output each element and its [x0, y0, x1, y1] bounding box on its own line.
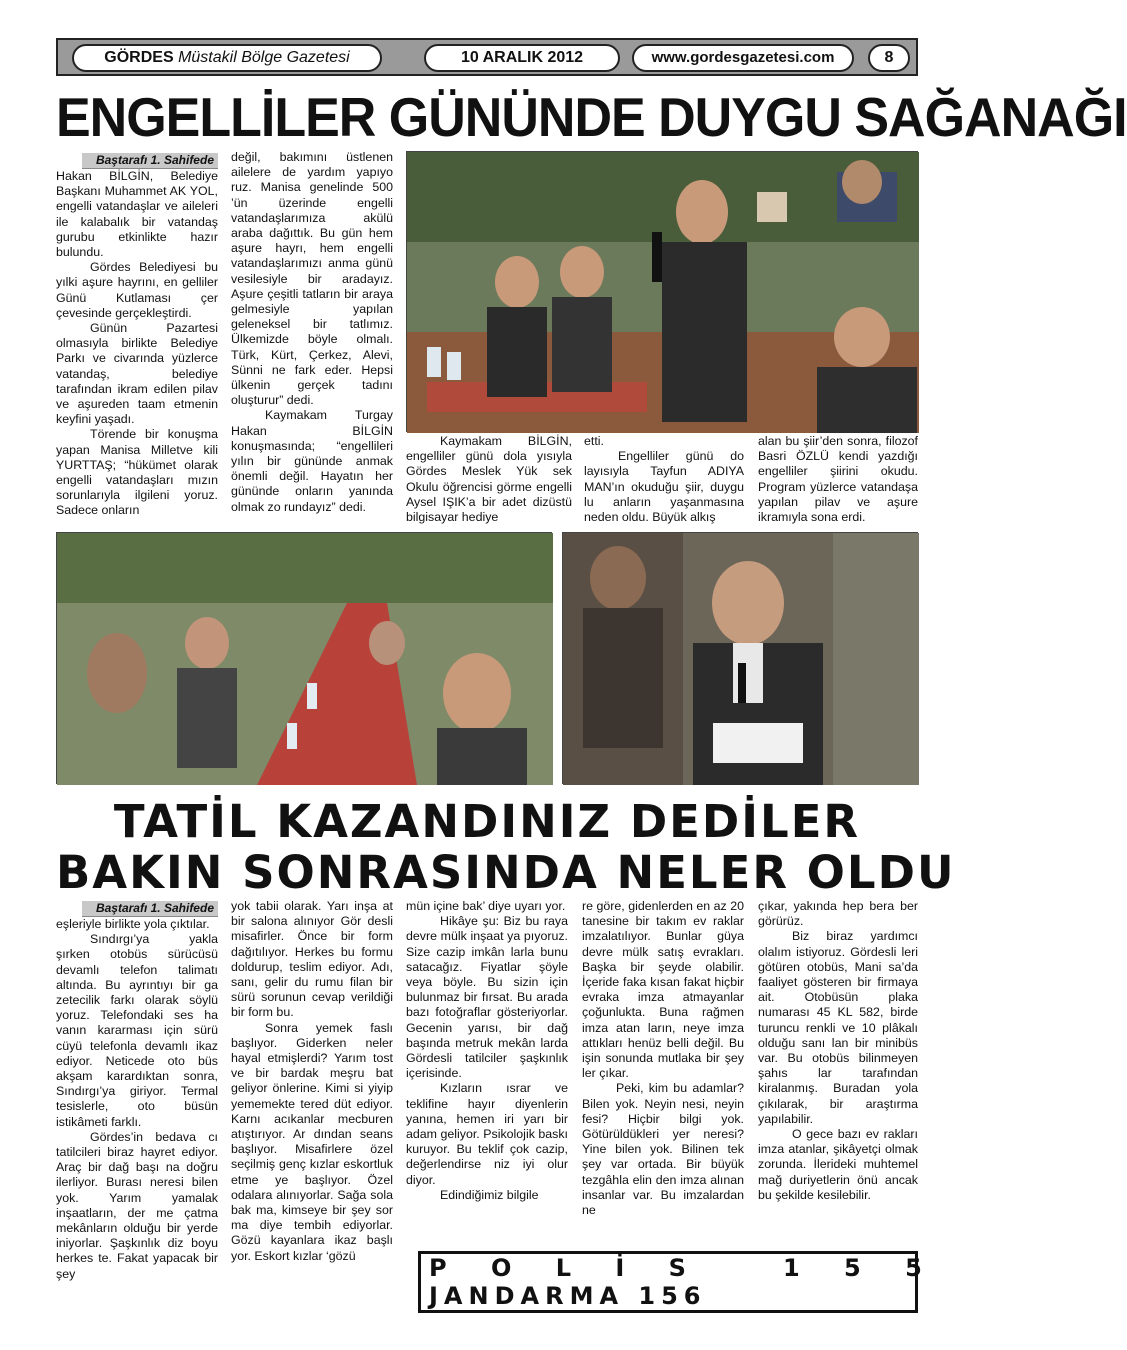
continued-label: Baştarafı 1. Sahifede: [82, 153, 218, 169]
story2-column-3: [406, 899, 568, 1244]
emergency-numbers-box: [418, 1251, 940, 1313]
paragraph: yok tabii olarak. Yarı inşa at bir salona alınıyor Gör desli misafirler. Önce bir form dağıtılıyor. Herkes bu formu doldurup, teslim ediyor. Adı, sanı, gelir du rumu filan bir sürü sorunun cevap verildiği bir form bu.: [231, 899, 393, 1020]
story1-column-4: [584, 434, 744, 534]
paragraph: Gördes’in bedava cı tatilcileri biraz hayret ediyor. Araç bir dağ başı na doğru ilerliyor. Burası neresi bilen yok. Yarım yamalak inşaatların, der me çatma mekânların olduğu bir yerde iniyorlar. Şaşkınlık diz boyu herkes te. Fakat yapacak bir şey: [56, 1129, 218, 1281]
paragraph: Törende bir konuşma yapan Manisa Milletve kili YURTTAŞ; “hükümet olarak engelli vatandaşları mızın sorunlarıyla ilgileni yoruz. Sadece onların: [56, 427, 218, 518]
paper-name-pill: [72, 44, 382, 72]
story2-column-1: [56, 901, 218, 1313]
paragraph: Kaymakam BİLGİN, engelliler günü dola yısıyla Gördes Meslek Yük sek Okulu öğrencisi görme engelli Aysel IŞIK’a bir adet dizüstü bilgisayar hediye: [406, 434, 572, 525]
police-number: P O L İ S 1 5 5: [429, 1254, 940, 1282]
paragraph: Sındırgı’ya yakla şırken otobüs sürücüsü devamlı telefon talimatı altında. Bu ayrıntıyı bir ga zetecilik farkı olarak söylü yoruz. Telefondaki ses ha vanın kararması için sürü cüyü telefonla devamlı ikaz ediyor. Neticede oto büs akşam karardıktan sonra, Sındırgı’ya giriyor. Termal tesislerle, oto büsün istikâmeti farklı.: [56, 932, 218, 1129]
paragraph: Peki, kim bu adamlar? Bilen yok. Neyin nesi, neyin fesi? Hiçbir bilgi yok. Götürüldükleri yer neresi? Yine bilen yok. Bilinen tek şey var ortada. Bir büyük tezgâhla elin den imza alınan insanlar var. Bu imzalardan ne: [582, 1081, 744, 1218]
issue-date: 10 ARALIK 2012: [424, 44, 620, 72]
paragraph: değil, bakımını üstlenen ailelere de yardım yapıyo ruz. Manisa genelinde 500 ’ün üzerinde engelli vatandaşlarımıza akülü araba dağıttık. Bu gün hem aşure hayrı, hem engelli vatandaşlarımızı anma günü vesilesiyle bir aradayız. Aşure çeşitli tatların bir araya gelmesiyle yapılan geleneksel bir tatlımız. Ülkemizde böyle olmalı. Türk, Kürt, Çerkez, Alevi, Sünni ne fark eder. Hepsi ülkenin gerçek tadını oluşturur” dedi.: [231, 150, 393, 408]
paragraph: Günün Pazartesi olmasıyla birlikte Belediye Parkı ve civarında yüzlerce vatandaş, belediye tarafından ikram edilen pilav ve aşureden taam etmenin keyfini yaşadı.: [56, 321, 218, 427]
story1-column-5: [758, 434, 918, 534]
continued-label: Baştarafı 1. Sahifede: [82, 901, 218, 917]
paragraph: Edindiğimiz bilgile: [440, 1187, 539, 1202]
story1-column-3: [406, 434, 572, 534]
paragraph: alan bu şiir’den sonra, filozof Basri ÖZLÜ kendi yazdığı engelliler şiirini okudu. Program yüzlerce vatandaşa yapılan pilav ve aşure ikramıyla sona erdi.: [758, 434, 918, 525]
event-photo-officials: [406, 151, 918, 432]
event-photo-crowd: [56, 532, 552, 784]
paragraph: O gece bazı ev rakları imza atanlar, şikâyetçi olmak zorunda. İlerideki muhtemel mağ duriyetlerin önü ancak bu şekilde kesilebilir.: [758, 1127, 918, 1202]
paragraph: Hikâye şu: Biz bu raya devre mülk inşaat ya pıyoruz. Size cazip imkân larla bunu satacağız. Fiyatlar şöyle veya böyle. Bu sizin için bulunmaz bir fırsat. Bu arada bazı fotoğraflar gösteriyorlar. Gecenin yarısı, bir dağ başında metruk mekân larda Gördesli tatilciler şaşkınlık içerisinde.: [406, 914, 568, 1081]
paragraph: Kaymakam Turgay Hakan BİLGİN konuşmasında; “engellileri yılın bir gününde anmak önemli değil. Hayatın her gününde onların yanında olmak zo rundayız” dedi.: [231, 408, 393, 514]
paragraph: re göre, gidenlerden en az 20 tanesine bir takım ev raklar imzalatılıyor. Bunlar güya devre mülk satış evrakları. Başka bir şeyde olabilir. İçeride faka kısan fakat hiçbir evraka imza atmayanlar çoğunlukta. Buna rağmen imza atan ların, neye imza attıkları henüz belli değil. Bu işin sonunda mutlaka bir şey ler çıkar.: [582, 899, 744, 1081]
story2-headline-line1: TATİL KAZANDINIZ DEDİLER: [113, 795, 861, 848]
paragraph: Biz biraz yardımcı olalım istiyoruz. Gördesli leri götüren otobüs, Mani sa’da faaliyet gösteren bir firmaya ait. Otobüsün plaka numarası 45 KL 582, birde turuncu renkli ve 10 plâkalı olduğu sanı lan bir minibüs var. Bu otobüs bilinmeyen şahıs lar tarafından kiralanmış. Buradan yola çıkılarak, bir araştırma yapılabilir.: [758, 929, 918, 1126]
story2-headline-line2: BAKIN SONRASINDA NELER OLDU: [56, 846, 956, 899]
paper-name: GÖRDES: [104, 49, 174, 66]
paper-tagline: Müstakil Bölge Gazetesi: [178, 49, 350, 66]
story2-column-2: [231, 899, 393, 1313]
event-photo-poetry-reading: [562, 532, 918, 784]
paragraph: Engelliler günü do layısıyla Tayfun ADIYA MAN’ın okuduğu şiir, duygu lu anların yaşanmasına neden oldu. Büyük alkış: [584, 449, 744, 525]
paragraph: Kızların ısrar ve teklifine hayır diyenlerin yanına, hemen iri yarı bir adam geliyor. Psikolojik baskı kuruyor. Bu teklif çok cazip, değerlendirse niz iyi olur diyor.: [406, 1081, 568, 1187]
website-link[interactable]: www.gordesgazetesi.com: [632, 44, 854, 72]
story1-headline: ENGELLİLER GÜNÜNDE DUYGU SAĞANAĞI: [56, 87, 1127, 149]
paragraph: Sonra yemek faslı başlıyor. Giderken neler hayal etmişlerdi? Yarım tost ve bir bardak meşru bat geliyor önlerine. Kimi si yiyip yememekte tered düt ediyor. Karnı acıkanlar mecburen atıştırıyor. Ar dından seans başlıyor. Misafirlere özel seçilmiş genç kızlar eskortluk etme ye başlıyor. Özel odalara alınıyorlar. Sağa sola bak ma, kimseye bir şey sor ma diye tembih ediyorlar. Gözü kayanlara ikaz başlı yor. Eskort kızlar ‘gözü: [231, 1020, 393, 1263]
page-number: 8: [868, 44, 910, 72]
paragraph: Gördes Belediyesi bu yılki aşure hayrını, en gelliler Günü Kutlaması çer çevesinde gerçekleştirdi.: [56, 260, 218, 320]
paragraph: mün içine bak’ diye uyarı yor.: [406, 899, 566, 913]
paragraph: eşleriyle birlikte yola çıktılar.: [56, 917, 210, 931]
gendarmerie-number: JANDARMA 156: [429, 1282, 707, 1310]
story1-column-2: [231, 150, 393, 530]
story2-column-5: [758, 899, 918, 1244]
paragraph: etti.: [584, 434, 604, 448]
paragraph: çıkar, yakında hep bera ber görürüz.: [758, 899, 918, 929]
story2-column-4: [582, 899, 744, 1244]
paragraph: Hakan BİLGİN, Belediye Başkanı Muhammet AK YOL, engelli vatandaşlar ve aileleri ile kalabalık bir vatandaş gurubu etkinlikte hazır bulundu.: [56, 169, 218, 260]
story1-column-1: [56, 153, 218, 533]
